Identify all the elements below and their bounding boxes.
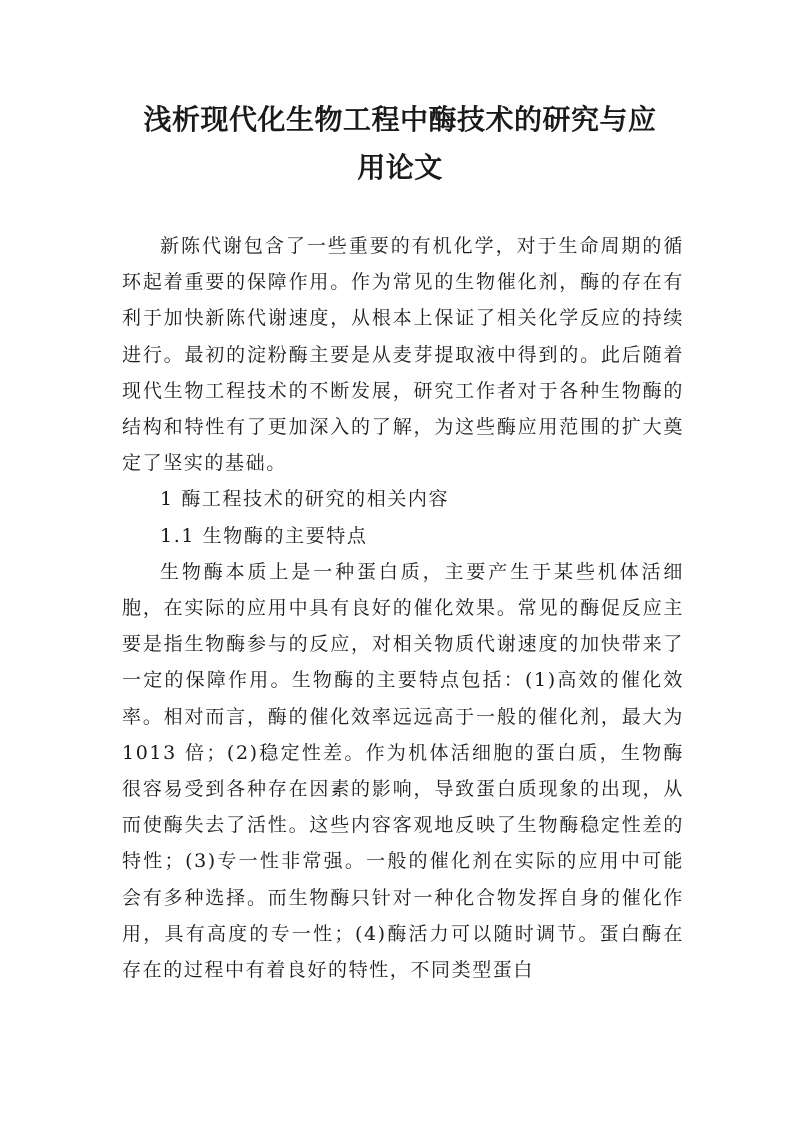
- document-title: [110, 96, 690, 192]
- body-paragraph: 生物酶本质上是一种蛋白质，主要产生于某些机体活细胞，在实际的应用中具有良好的催化效果。常见的酶促反应主要是指生物酶参与的反应，对相关物质代谢速度的加快带来了一定的保障作用。生物酶的主要特点包括：(1)高效的催化效率。相对而言，酶的催化效率远远高于一般的催化剂，最大为 1013 倍；(2)稳定性差。作为机体活细胞的蛋白质，生物酶很容易受到各种存在因素的影响，导致蛋白质现象的出现，从而使酶失去了活性。这些内容客观地反映了生物酶稳定性差的特性；(3)专一性非常强。一般的催化剂在实际的应用中可能会有多种选择。而生物酶只针对一种化合物发挥自身的催化作用，具有高度的专一性；(4)酶活力可以随时调节。蛋白酶在存在的过程中有着良好的特性，不同类型蛋白: [122, 560, 684, 982]
- document-body: [122, 228, 684, 988]
- section-heading-1: 1 酶工程技术的研究的相关内容: [160, 488, 450, 511]
- title-line-1: 浅析现代化生物工程中酶技术的研究与应: [143, 103, 657, 136]
- title-line-2: 用论文: [357, 151, 443, 184]
- intro-paragraph: 新陈代谢包含了一些重要的有机化学，对于生命周期的循环起着重要的保障作用。作为常见的生物催化剂，酶的存在有利于加快新陈代谢速度，从根本上保证了相关化学反应的持续进行。最初的淀粉酶主要是从麦芽提取液中得到的。此后随着现代生物工程技术的不断发展，研究工作者对于各种生物酶的结构和特性有了更加深入的了解，为这些酶应用范围的扩大奠定了坚实的基础。: [122, 235, 684, 475]
- subsection-heading-1-1: 1.1 生物酶的主要特点: [160, 524, 368, 547]
